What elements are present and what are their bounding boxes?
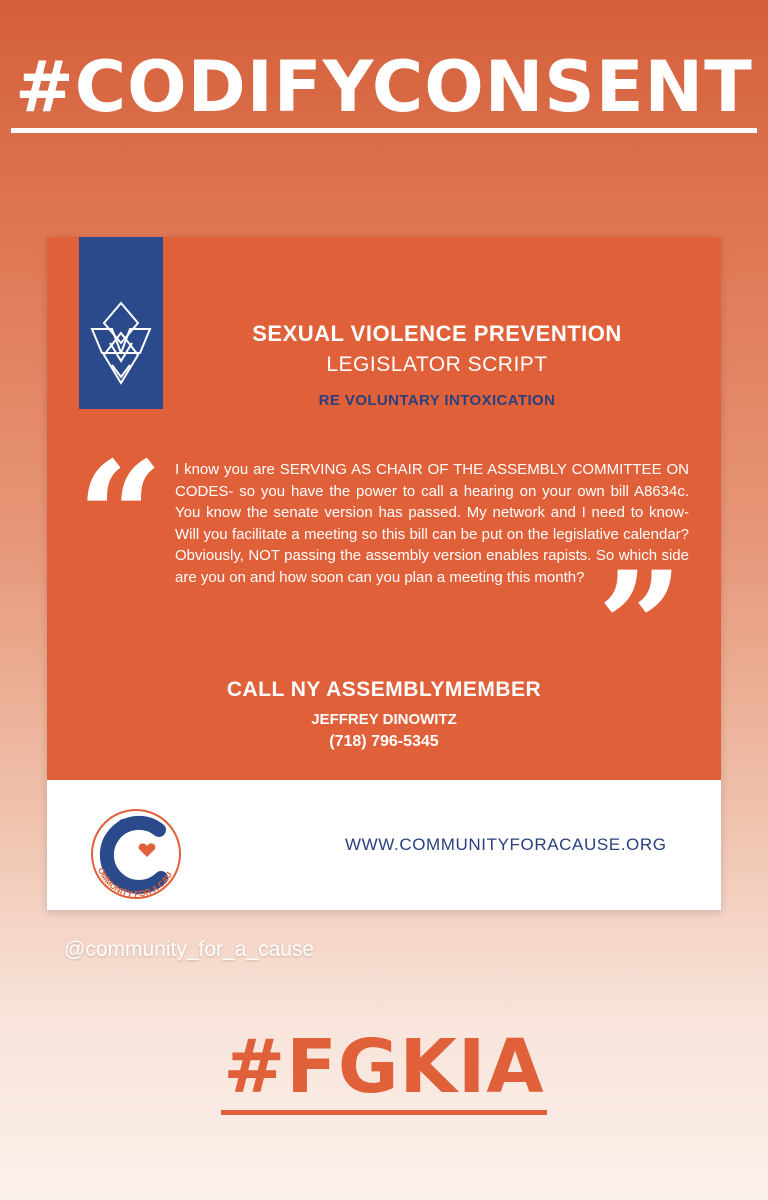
interlocking-shapes-logo-icon [88,299,154,391]
card-title: SEXUAL VIOLENCE PREVENTION [252,321,622,346]
close-quote-icon: ” [597,539,684,715]
open-quote-icon: “ [77,429,164,605]
hashtag-top-text[interactable]: #CODIFYCONSENT [11,52,757,133]
script-panel [47,237,721,780]
legislator-phone: (718) 796-5345 [329,733,439,750]
script-text: I know you are SERVING AS CHAIR OF THE ASSEMBLY COMMITTEE ON CODES- so you have the power to call a hearing on your own bill A8634c. You know the senate version has passed. My network and I need to know- Will you facilitate a meeting so this bill can be put on the legislative calendar? Obviously, NOT passing the assembly version enables rapists. So which side are you on and how soon can you plan a meeting this month? [175,461,689,586]
hashtag-bottom-text[interactable]: #FGKIA [221,1030,546,1115]
organization-logo-badge [79,237,163,409]
account-mention[interactable]: @community_for_a_cause [64,938,315,961]
hashtag-fgkia[interactable] [0,1024,768,1115]
shared-post-card[interactable] [47,237,721,910]
card-subtitle: LEGISLATOR SCRIPT [326,353,548,376]
legislator-name: JEFFREY DINOWITZ [311,711,457,728]
call-heading: CALL NY ASSEMBLYMEMBER [226,678,542,701]
heart-icon [139,843,156,857]
website-link[interactable]: WWW.COMMUNITYFORACAUSE.ORG [345,835,667,854]
svg-text:COMMUNITY FOR A CAUSE: OMMUNITY FOR A CAU [95,866,175,899]
hashtag-codifyconsent[interactable] [0,46,768,133]
card-topic: RE VOLUNTARY INTOXICATION [318,392,556,409]
community-for-a-cause-logo [81,802,191,917]
